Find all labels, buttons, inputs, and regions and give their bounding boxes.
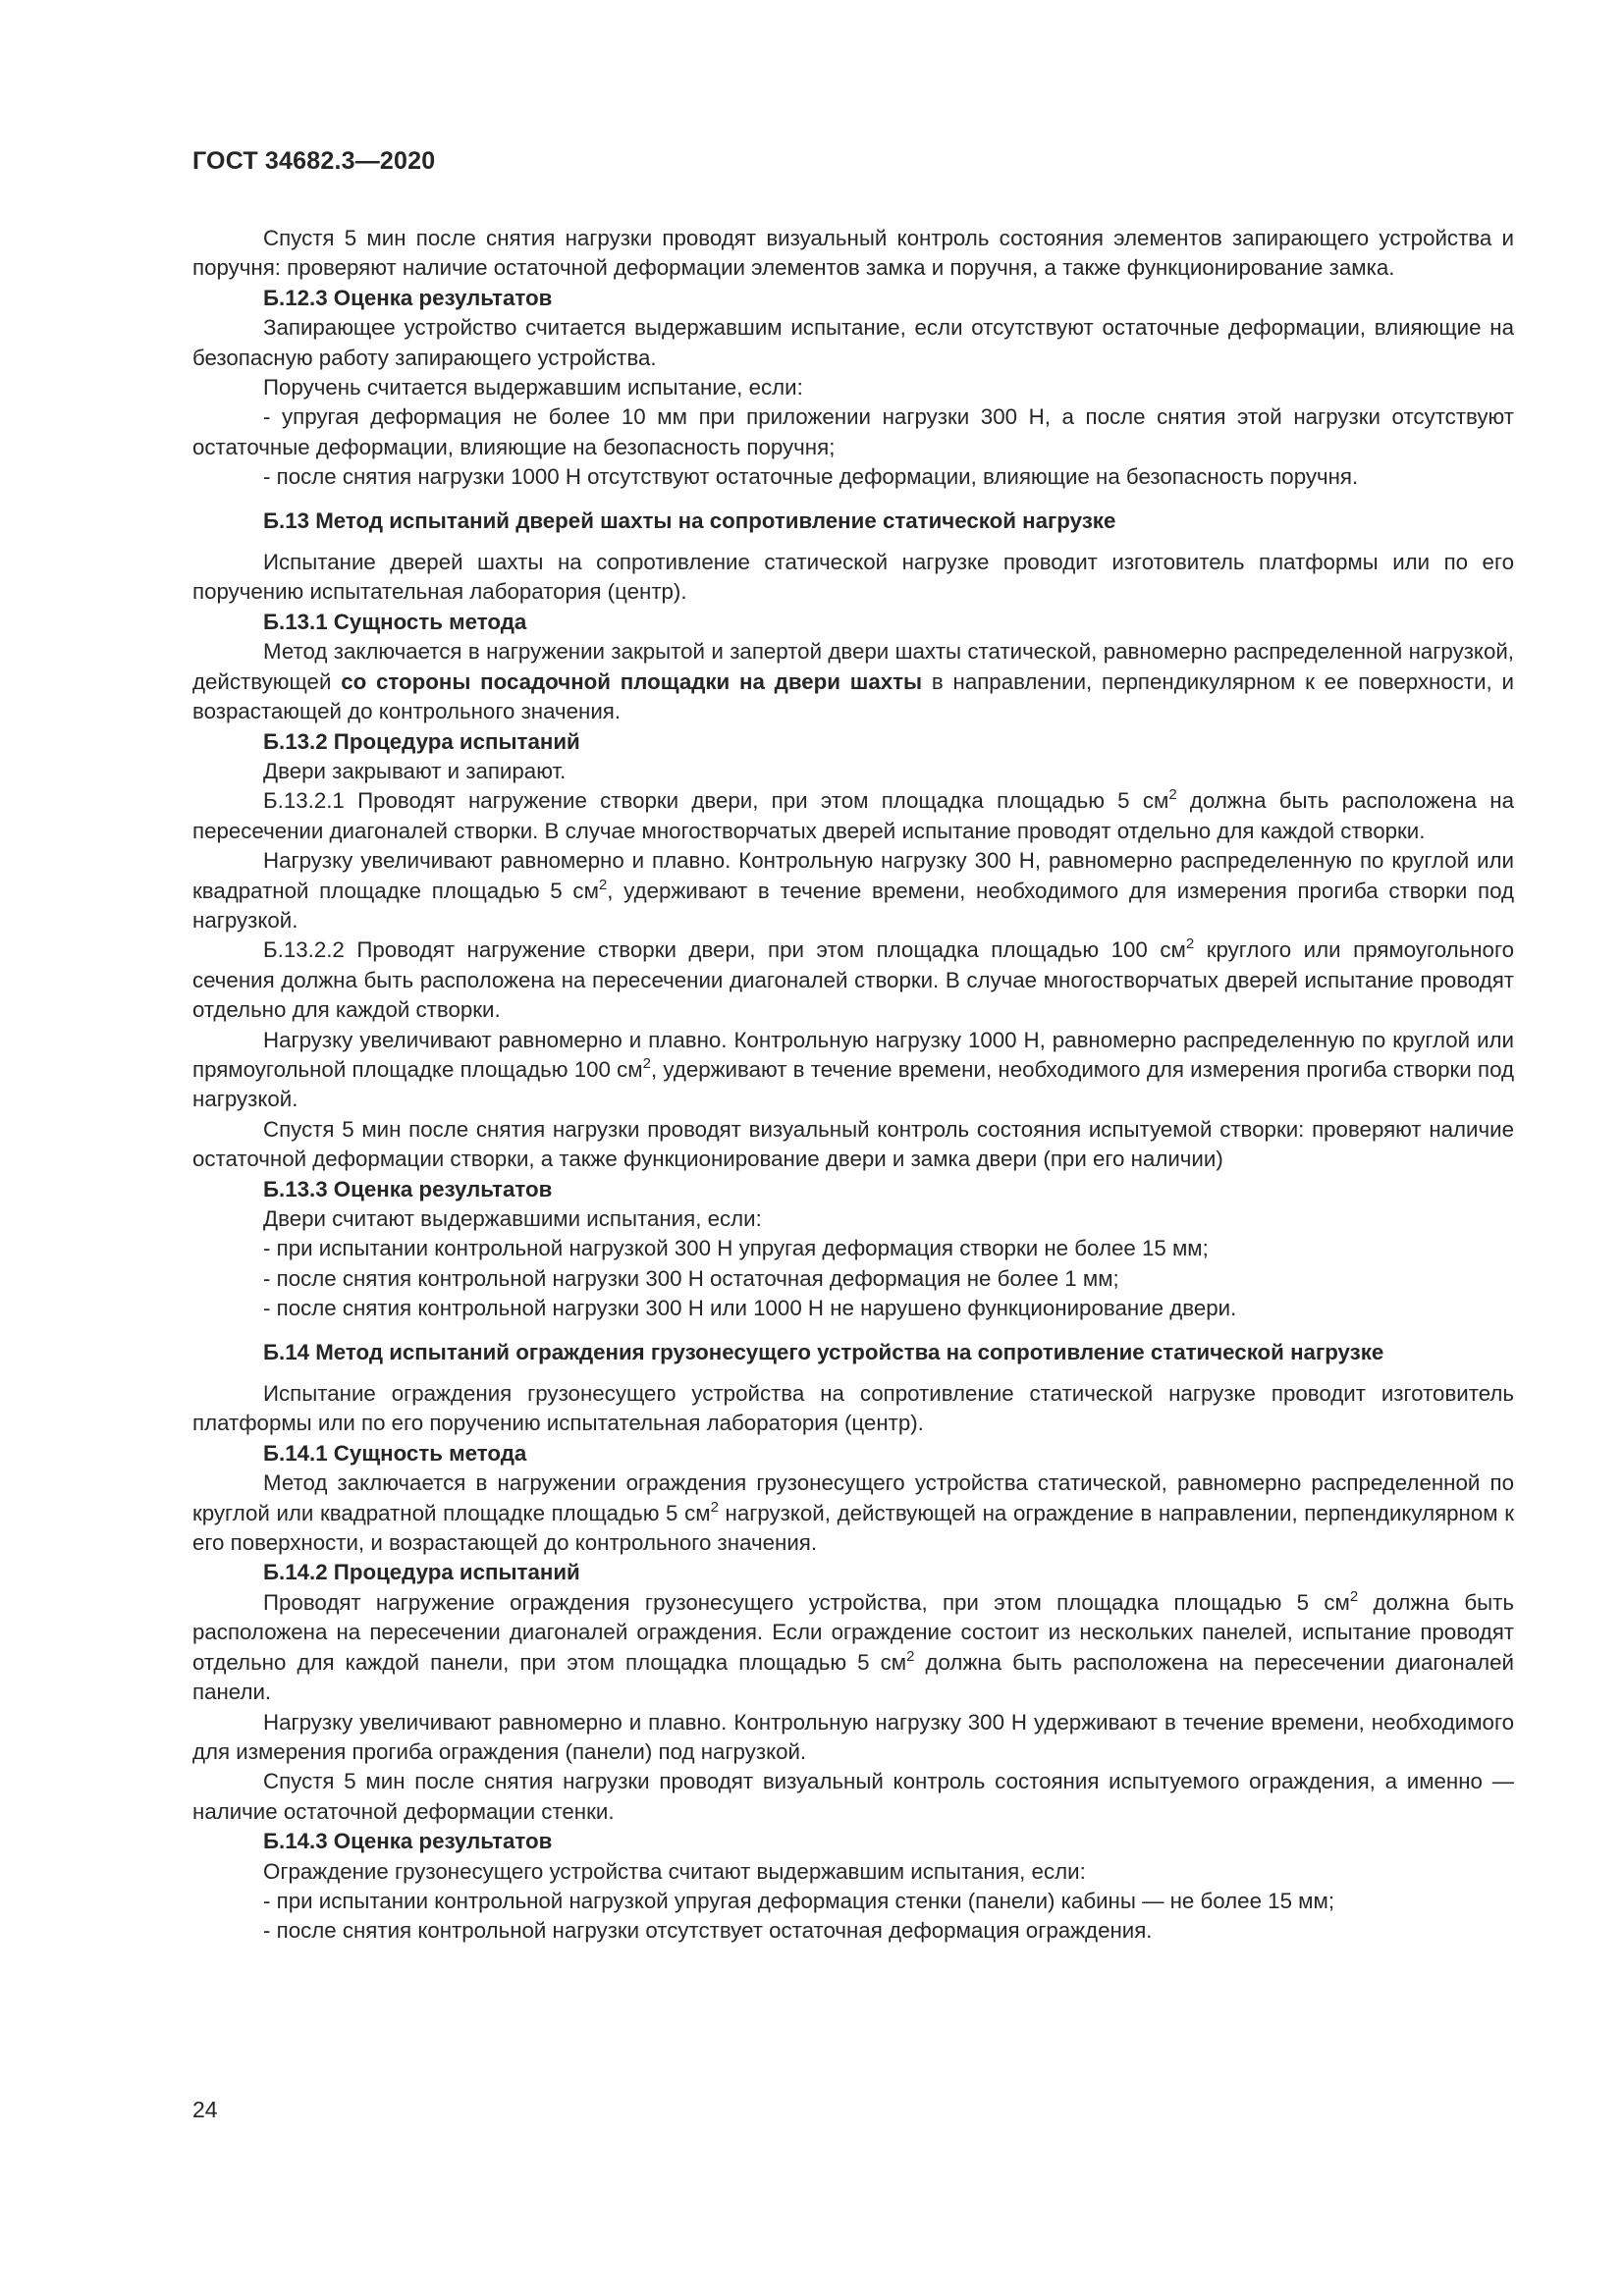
- paragraph: [192, 1204, 1514, 1234]
- text-segment: Б.12.3 Оценка результатов: [263, 285, 553, 310]
- paragraph: [192, 1588, 1514, 1708]
- subsection-heading: [192, 608, 1514, 637]
- text-segment: должна быть расположена на пересечении диагоналей ограждения. Если ограждение состоит из нескольких панелей, испытание проводят отдельно для каждой панели, при этом площадка площадью 5 см: [192, 1589, 1515, 1675]
- paragraph: [192, 224, 1514, 284]
- document-header: ГОСТ 34682.3—2020: [192, 147, 436, 175]
- paragraph: [192, 846, 1514, 935]
- text-segment: Спустя 5 мин после снятия нагрузки проводят визуальный контроль состояния элементов запирающего устройства и поручня: проверяют наличие остаточной деформации элементов замка и поручня, а также функционирование замка.: [192, 226, 1514, 281]
- paragraph: [192, 1379, 1514, 1439]
- paragraph: [192, 1026, 1514, 1115]
- subsection-heading: [192, 1439, 1514, 1468]
- paragraph: [192, 1708, 1514, 1768]
- text-segment: Б.13 Метод испытаний дверей шахты на сопротивление статической нагрузке: [263, 507, 1116, 533]
- superscript: 2: [710, 1498, 719, 1516]
- bold-text: со стороны посадочной площадки на двери шахты: [341, 668, 923, 694]
- text-segment: Б.13.2.2 Проводят нагружение створки двери, при этом площадка площадью 100 см: [263, 937, 1186, 963]
- text-segment: нагрузкой, действующей на ограждение в направлении, перпендикулярном к его поверхности, и возрастающей до контрольного значения.: [192, 1500, 1514, 1556]
- text-segment: Ограждение грузонесущего устройства считают выдержавшим испытания, если:: [263, 1858, 1086, 1884]
- list-item: [192, 402, 1514, 462]
- paragraph: [192, 548, 1514, 608]
- text-segment: - после снятия контрольной нагрузки 300 Н остаточная деформация не более 1 мм;: [263, 1265, 1119, 1291]
- text-segment: Б.13.3 Оценка результатов: [263, 1176, 553, 1201]
- text-segment: Нагрузку увеличивают равномерно и плавно. Контрольную нагрузку 1000 Н, равномерно распределенную по круглой или прямоугольной площадке площадью 100 см: [192, 1027, 1514, 1082]
- subsection-heading: [192, 1175, 1514, 1204]
- text-segment: - после снятия нагрузки 1000 Н отсутствуют остаточные деформации, влияющие на безопасность поручня.: [263, 464, 1359, 490]
- text-segment: Б.14.2 Процедура испытаний: [263, 1560, 580, 1585]
- text-segment: Нагрузку увеличивают равномерно и плавно. Контрольную нагрузку 300 Н удерживают в течение времени, необходимого для измерения прогиба ограждения (панели) под нагрузкой.: [192, 1709, 1514, 1764]
- subsection-heading: [192, 284, 1514, 313]
- text-segment: Испытание дверей шахты на сопротивление статической нагрузке проводит изготовитель платформы или по его поручению испытательная лаборатория (центр).: [192, 550, 1514, 605]
- text-segment: должна быть расположена на пересечении диагоналей створки. В случае многостворчатых дверей испытание проводят отдельно для каждой створки.: [192, 788, 1514, 843]
- text-segment: Испытание ограждения грузонесущего устройства на сопротивление статической нагрузке проводит изготовитель платформы или по его поручению испытательная лаборатория (центр).: [192, 1381, 1514, 1436]
- text-segment: Б.14 Метод испытаний ограждения грузонесущего устройства на сопротивление статической нагрузке: [263, 1339, 1384, 1364]
- superscript: 2: [642, 1054, 651, 1072]
- text-segment: Б.14.1 Сущность метода: [263, 1440, 527, 1466]
- superscript: 2: [1349, 1587, 1359, 1605]
- paragraph: [192, 1115, 1514, 1175]
- text-segment: - при испытании контрольной нагрузкой 300 Н упругая деформация створки не более 15 мм;: [263, 1236, 1209, 1261]
- subsection-heading: [192, 1827, 1514, 1856]
- text-segment: Б.13.2.1 Проводят нагружение створки двери, при этом площадка площадью 5 см: [263, 788, 1169, 814]
- text-segment: - упругая деформация не более 10 мм при приложении нагрузки 300 Н, а после снятия этой нагрузки отсутствуют остаточные деформации, влияющие на безопасность поручня;: [192, 404, 1514, 459]
- text-segment: Б.13.2 Процедура испытаний: [263, 728, 580, 754]
- text-segment: должна быть расположена на пересечении диагоналей панели.: [192, 1649, 1514, 1705]
- text-segment: , удерживают в течение времени, необходимого для измерения прогиба створки под нагрузкой.: [192, 878, 1514, 933]
- subsection-heading: [192, 1558, 1514, 1587]
- list-item: [192, 1887, 1514, 1916]
- document-body: [192, 224, 1514, 1947]
- text-segment: Двери считают выдержавшими испытания, если:: [263, 1206, 762, 1231]
- paragraph: [192, 1857, 1514, 1887]
- text-segment: - после снятия контрольной нагрузки 300 Н или 1000 Н не нарушено функционирование двери.: [263, 1296, 1237, 1321]
- text-segment: - после снятия контрольной нагрузки отсутствует остаточная деформация ограждения.: [263, 1918, 1153, 1944]
- paragraph: [192, 935, 1514, 1025]
- subsection-heading: [192, 727, 1514, 757]
- superscript: 2: [1185, 935, 1195, 953]
- superscript: 2: [1168, 786, 1177, 804]
- text-segment: Б.14.3 Оценка результатов: [263, 1829, 553, 1854]
- text-segment: Запирающее устройство считается выдержавшим испытание, если отсутствуют остаточные деформации, влияющие на безопасную работу запирающего устройства.: [192, 315, 1514, 370]
- text-segment: Б.13.1 Сущность метода: [263, 609, 527, 634]
- list-item: [192, 1234, 1514, 1263]
- text-segment: круглого или прямоугольного сечения должна быть расположена на пересечении диагоналей створки. В случае многостворчатых дверей испытание проводят отдельно для каждой створки.: [192, 937, 1514, 1023]
- list-item: [192, 1916, 1514, 1946]
- text-segment: Спустя 5 мин после снятия нагрузки проводят визуальный контроль состояния испытуемого ограждения, а именно — наличие остаточной деформации стенки.: [192, 1769, 1514, 1824]
- paragraph: [192, 757, 1514, 786]
- text-segment: Спустя 5 мин после снятия нагрузки проводят визуальный контроль состояния испытуемой створки: проверяют наличие остаточной деформации створки, а также функционирование двери и замка двери (при его наличии): [192, 1116, 1514, 1172]
- text-segment: Метод заключается в нагружении ограждения грузонесущего устройства статической, равномерно распределенной по круглой или квадратной площадке площадью 5 см: [192, 1470, 1514, 1525]
- paragraph: [192, 637, 1514, 726]
- superscript: 2: [598, 876, 608, 893]
- text-segment: Двери закрывают и запирают.: [263, 758, 567, 783]
- text-segment: Метод заключается в нагружении закрытой и запертой двери шахты статической, равномерно распределенной нагрузкой, действующей: [192, 639, 1514, 694]
- page-number: 24: [192, 2097, 218, 2122]
- text-segment: Нагрузку увеличивают равномерно и плавно. Контрольную нагрузку 300 Н, равномерно распределенную по круглой или квадратной площадке площадью 5 см: [192, 848, 1514, 903]
- paragraph: [192, 786, 1514, 846]
- section-heading: [192, 507, 1514, 536]
- text-segment: Проводят нагружение ограждения грузонесущего устройства, при этом площадка площадью 5 см: [263, 1589, 1350, 1615]
- list-item: [192, 462, 1514, 492]
- text-segment: - при испытании контрольной нагрузкой упругая деформация стенки (панели) кабины — не более 15 мм;: [263, 1888, 1335, 1913]
- paragraph: [192, 1767, 1514, 1827]
- text-segment: Поручень считается выдержавшим испытание, если:: [263, 375, 803, 400]
- paragraph: [192, 1468, 1514, 1558]
- list-item: [192, 1294, 1514, 1323]
- text-segment: , удерживают в течение времени, необходимого для измерения прогиба створки под нагрузкой.: [192, 1056, 1514, 1112]
- section-heading: [192, 1338, 1514, 1367]
- list-item: [192, 1264, 1514, 1294]
- superscript: 2: [906, 1647, 915, 1665]
- paragraph: [192, 313, 1514, 373]
- text-segment: в направлении, перпендикулярном к ее поверхности, и возрастающей до контрольного значения.: [192, 668, 1514, 724]
- paragraph: [192, 373, 1514, 402]
